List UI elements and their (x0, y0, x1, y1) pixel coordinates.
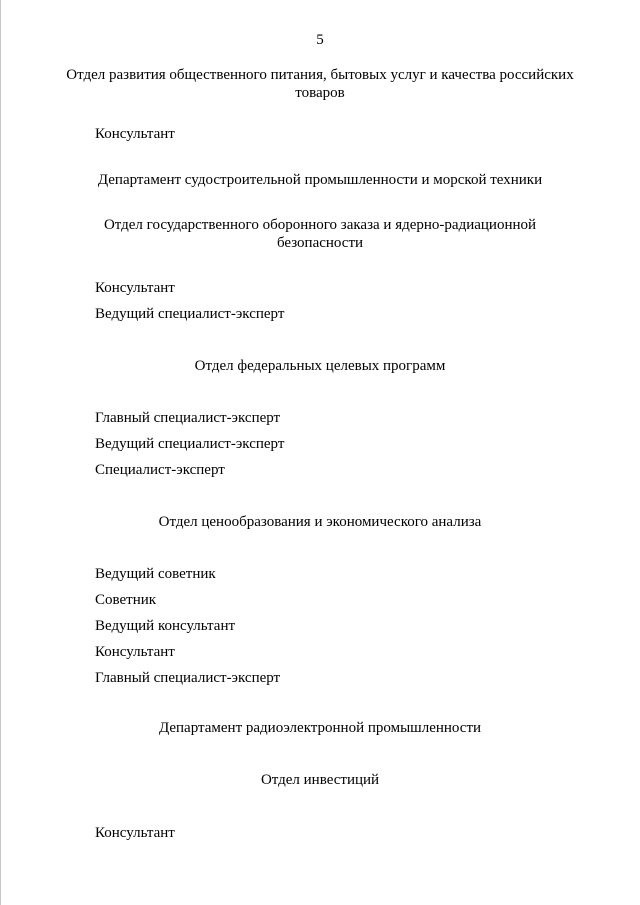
position-item: Консультант (95, 825, 175, 841)
heading-line: товаров (295, 85, 345, 101)
position-item: Консультант (95, 644, 175, 660)
page-number: 5 (316, 32, 324, 48)
position-item: Ведущий специалист-эксперт (95, 436, 285, 452)
department-heading: Департамент радиоэлектронной промышленности (158, 720, 482, 736)
position-item: Главный специалист-эксперт (95, 670, 281, 686)
position-item: Главный специалист-эксперт (95, 410, 281, 426)
position-item: Советник (95, 592, 157, 608)
position-item: Специалист-эксперт (95, 462, 225, 478)
position-item: Ведущий специалист-эксперт (95, 306, 285, 322)
section-heading-line: Отдел государственного оборонного заказа и ядерно-радиационной (103, 217, 537, 233)
page-edge-line (0, 0, 1, 905)
section-heading: Отдел ценообразования и экономического анализа (158, 514, 482, 530)
position-item: Ведущий советник (95, 566, 216, 582)
position-item: Консультант (95, 126, 175, 142)
position-item: Консультант (95, 280, 175, 296)
department-heading: Департамент судостроительной промышленности и морской техники (97, 172, 543, 188)
section-heading: Отдел инвестиций (260, 772, 380, 788)
section-heading: Отдел федеральных целевых программ (194, 358, 446, 374)
heading-line: Отдел развития общественного питания, бытовых услуг и качества российских (66, 67, 574, 83)
position-item: Ведущий консультант (95, 618, 236, 634)
section-heading-line: безопасности (276, 235, 364, 251)
